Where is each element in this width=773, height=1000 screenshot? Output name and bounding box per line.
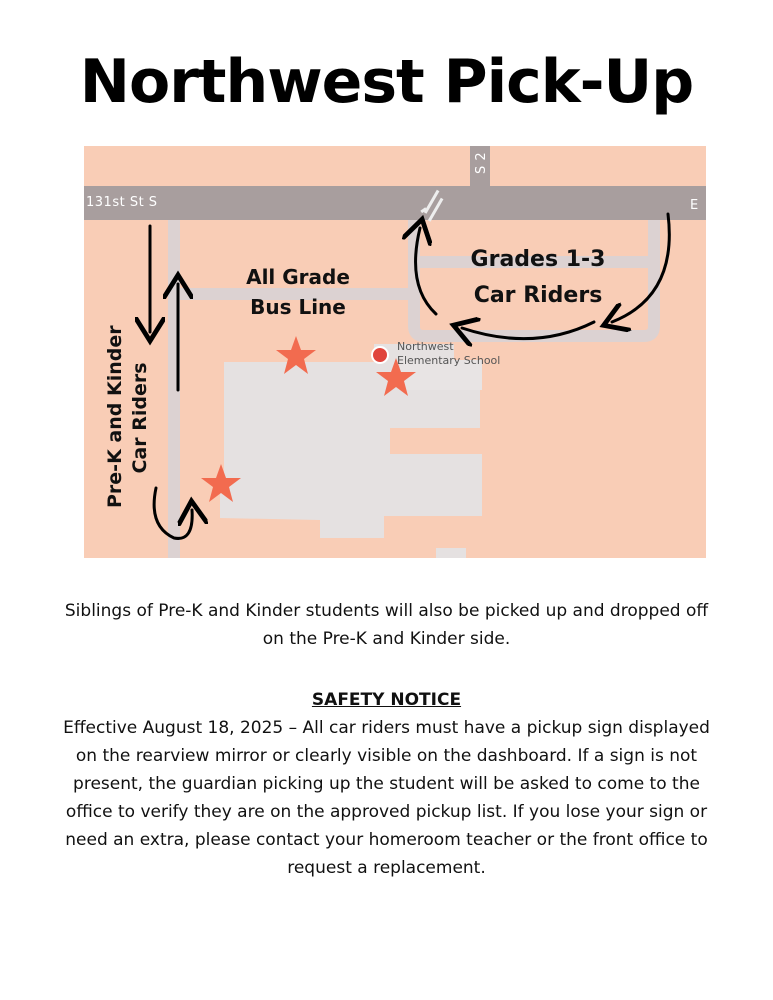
campus-map [84,146,706,558]
poi-name-line-1: Northwest [397,340,454,353]
map-graphic [84,146,706,558]
bus-line-label-2: Bus Line [250,295,346,319]
grades-label-2: Car Riders [473,283,603,308]
page-title: Northwest Pick-Up [79,47,694,117]
prek-label-2: Car Riders [129,362,151,474]
school-pin-icon [371,346,389,364]
grades-label-1: Grades 1-3 [470,247,606,272]
siblings-note: Siblings of Pre-K and Kinder students will also be picked up and dropped off on the Pre-K and Kinder side. [64,601,709,649]
main-street [84,186,706,220]
prek-label-1: Pre-K and Kinder [104,325,126,508]
poi-name-line-2: Elementary School [397,354,501,367]
poi-label [397,340,500,368]
safety-notice-heading: SAFETY NOTICE [311,690,462,710]
building-annex [436,548,466,558]
grades-car-riders-label [458,242,618,314]
street-label-vertical: S 2 [474,151,489,174]
bus-line-label-1: All Grade [246,265,350,289]
street-label-131st: 131st St S [86,195,158,210]
street-label-east: E [690,198,699,213]
safety-notice-text: Effective August 18, 2025 – All car riders must have a pickup sign displayed on the rearview mirror or clearly visible on the dashboard. If a sign is not present, the guardian picking up the student will be asked to come to the office to verify they are on the approved pickup list. If you lose your sign or need an extra, please contact your homeroom teacher or the front office to request a replacement. [63,718,710,878]
bus-line-label [238,262,358,322]
prek-car-riders-label [103,325,153,508]
